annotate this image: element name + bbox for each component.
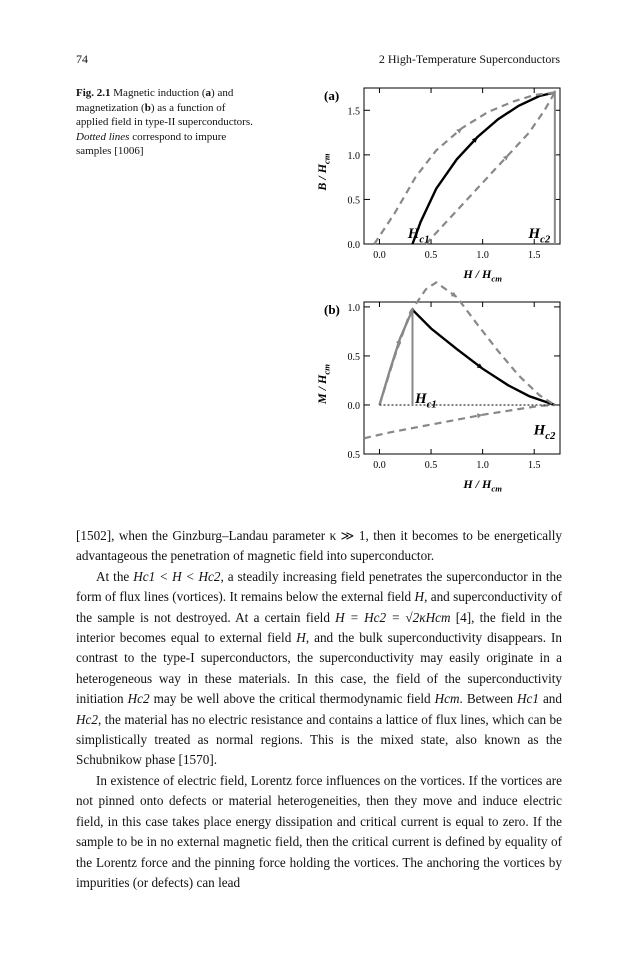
hc2-label: $H_{c2}$ [528,225,551,246]
p2-hc1-b: Hc1 [516,691,539,707]
p2-text-i: , the material has no electric resistance and contains a lattice of flux lines, which can be simplistically treated as normal regions. This is the mixed state, also known as the Schubnikow phase [1570]. [76,711,562,768]
page-number: 74 [76,52,88,66]
x-tick-label: 1.0 [476,460,489,471]
hc1-label: $H_{c1}$ [407,225,430,246]
y-tick-label: 0.5 [347,195,360,207]
caption-italic: Dotted lines [76,130,130,143]
hc1-label: $H_{c1}$ [414,391,437,411]
x-tick-label: 0.0 [373,460,386,471]
x-tick-label: 0.5 [424,460,438,471]
figure-2-1 [300,80,590,500]
series-line [426,93,555,245]
y-tick-label: 0.5 [347,351,360,363]
p2-hcm: Hcm [434,691,460,707]
x-axis-label: H / $H_{cm}$ [463,477,502,494]
p2-inequality: Hc1 < H < Hc2 [133,568,221,584]
y-tick-label: 1.0 [347,302,360,314]
hc2-label: $H_{c2}$ [533,422,556,442]
p2-h-2: H [296,630,306,646]
y-tick-label: 0.0 [347,400,360,412]
chart-panel-a [364,88,560,244]
y-axis-label: M / $H_{cm}$ [315,364,332,404]
caption-panel-b: b [144,101,151,114]
p2-text-h: and [538,691,562,707]
page-header [76,52,560,68]
y-tick-label: 1.5 [347,106,360,118]
x-tick-label: 1.0 [476,250,489,261]
running-title: 2 High-Temperature Superconductors [378,52,560,66]
paragraph-1: [1502], when the Ginzburg–Landau parameter κ ≫ 1, then it becomes to be energetically advantageous the penetration of magnetic field into superconductor. [76,528,562,564]
series-line [413,310,555,405]
p2-text-b: , a steadily increasing field penetrates the superconductor in the form of flux lines (vortices). It remains below the external field [76,568,562,605]
caption-text-4: correspond to impure samples [1006] [76,130,227,158]
plot-frame [364,88,560,244]
panel-label: (b) [324,302,340,317]
figure-caption [76,86,256,159]
panel-label: (a) [324,88,340,103]
paragraph-2 [76,567,562,771]
x-tick-label: 1.5 [527,460,541,471]
p2-text-g: . Between [459,691,517,707]
series-line [380,282,555,405]
p2-hc2-b: Hc2 [76,711,98,727]
series-line [364,405,555,438]
p2-hc2: Hc2 [127,691,150,707]
p2-text-a: At the [96,568,134,584]
body-text [76,526,562,893]
series-arrow [456,128,462,134]
caption-text-2: ) and magnetization ( [76,87,234,114]
p2-text-f: may be well above the critical thermodynamic field [149,691,435,707]
series-line [374,93,555,245]
paragraph-3: In existence of electric field, Lorentz force influences on the vortices. If the vortices are not pinned onto defects or material heterogeneities, then they move and induce electric field, in this case takes place energy dissipation and critical current is equal to zero. If the sample to be in no external magnetic field, then the critical current is defined by equality of the Lorentz force and the pinning force holding the vortices. The anchoring the vortices by impurities (or defects) can lead [76,772,562,890]
p2-text-c: , and superconductivity of the sample is not destroyed. At a certain field [76,589,563,625]
x-tick-label: 1.5 [527,250,541,261]
y-tick-label: 1.0 [347,150,360,162]
y-tick-label: 0.5 [347,450,360,461]
figure-label: Fig. 2.1 [76,87,111,99]
p2-h-1: H [414,589,425,605]
y-axis-label: B / $H_{cm}$ [315,153,332,191]
caption-text-1: Magnetic induction ( [110,87,206,99]
x-tick-label: 0.0 [373,250,386,261]
x-axis-label: H / $H_{cm}$ [463,267,502,284]
chart-panel-b [364,282,560,454]
caption-panel-a: a [205,87,212,99]
p2-equation: H = Hc2 = √2κHcm [335,609,451,625]
y-tick-label: 0.0 [347,240,360,251]
p2-text-d: [4], the field in the interior becomes equal to external field [76,609,562,646]
x-tick-label: 0.5 [424,250,438,261]
caption-text-3: ) as a function of applied field in type-II superconductors. [76,101,253,129]
p2-text-e: , and the bulk superconductivity disappears. In contrast to the type-I superconductors, the superconductivity may easily originate in a heterogeneous way in these materials. In this case, the field of the superconductivity initiation [76,630,563,707]
